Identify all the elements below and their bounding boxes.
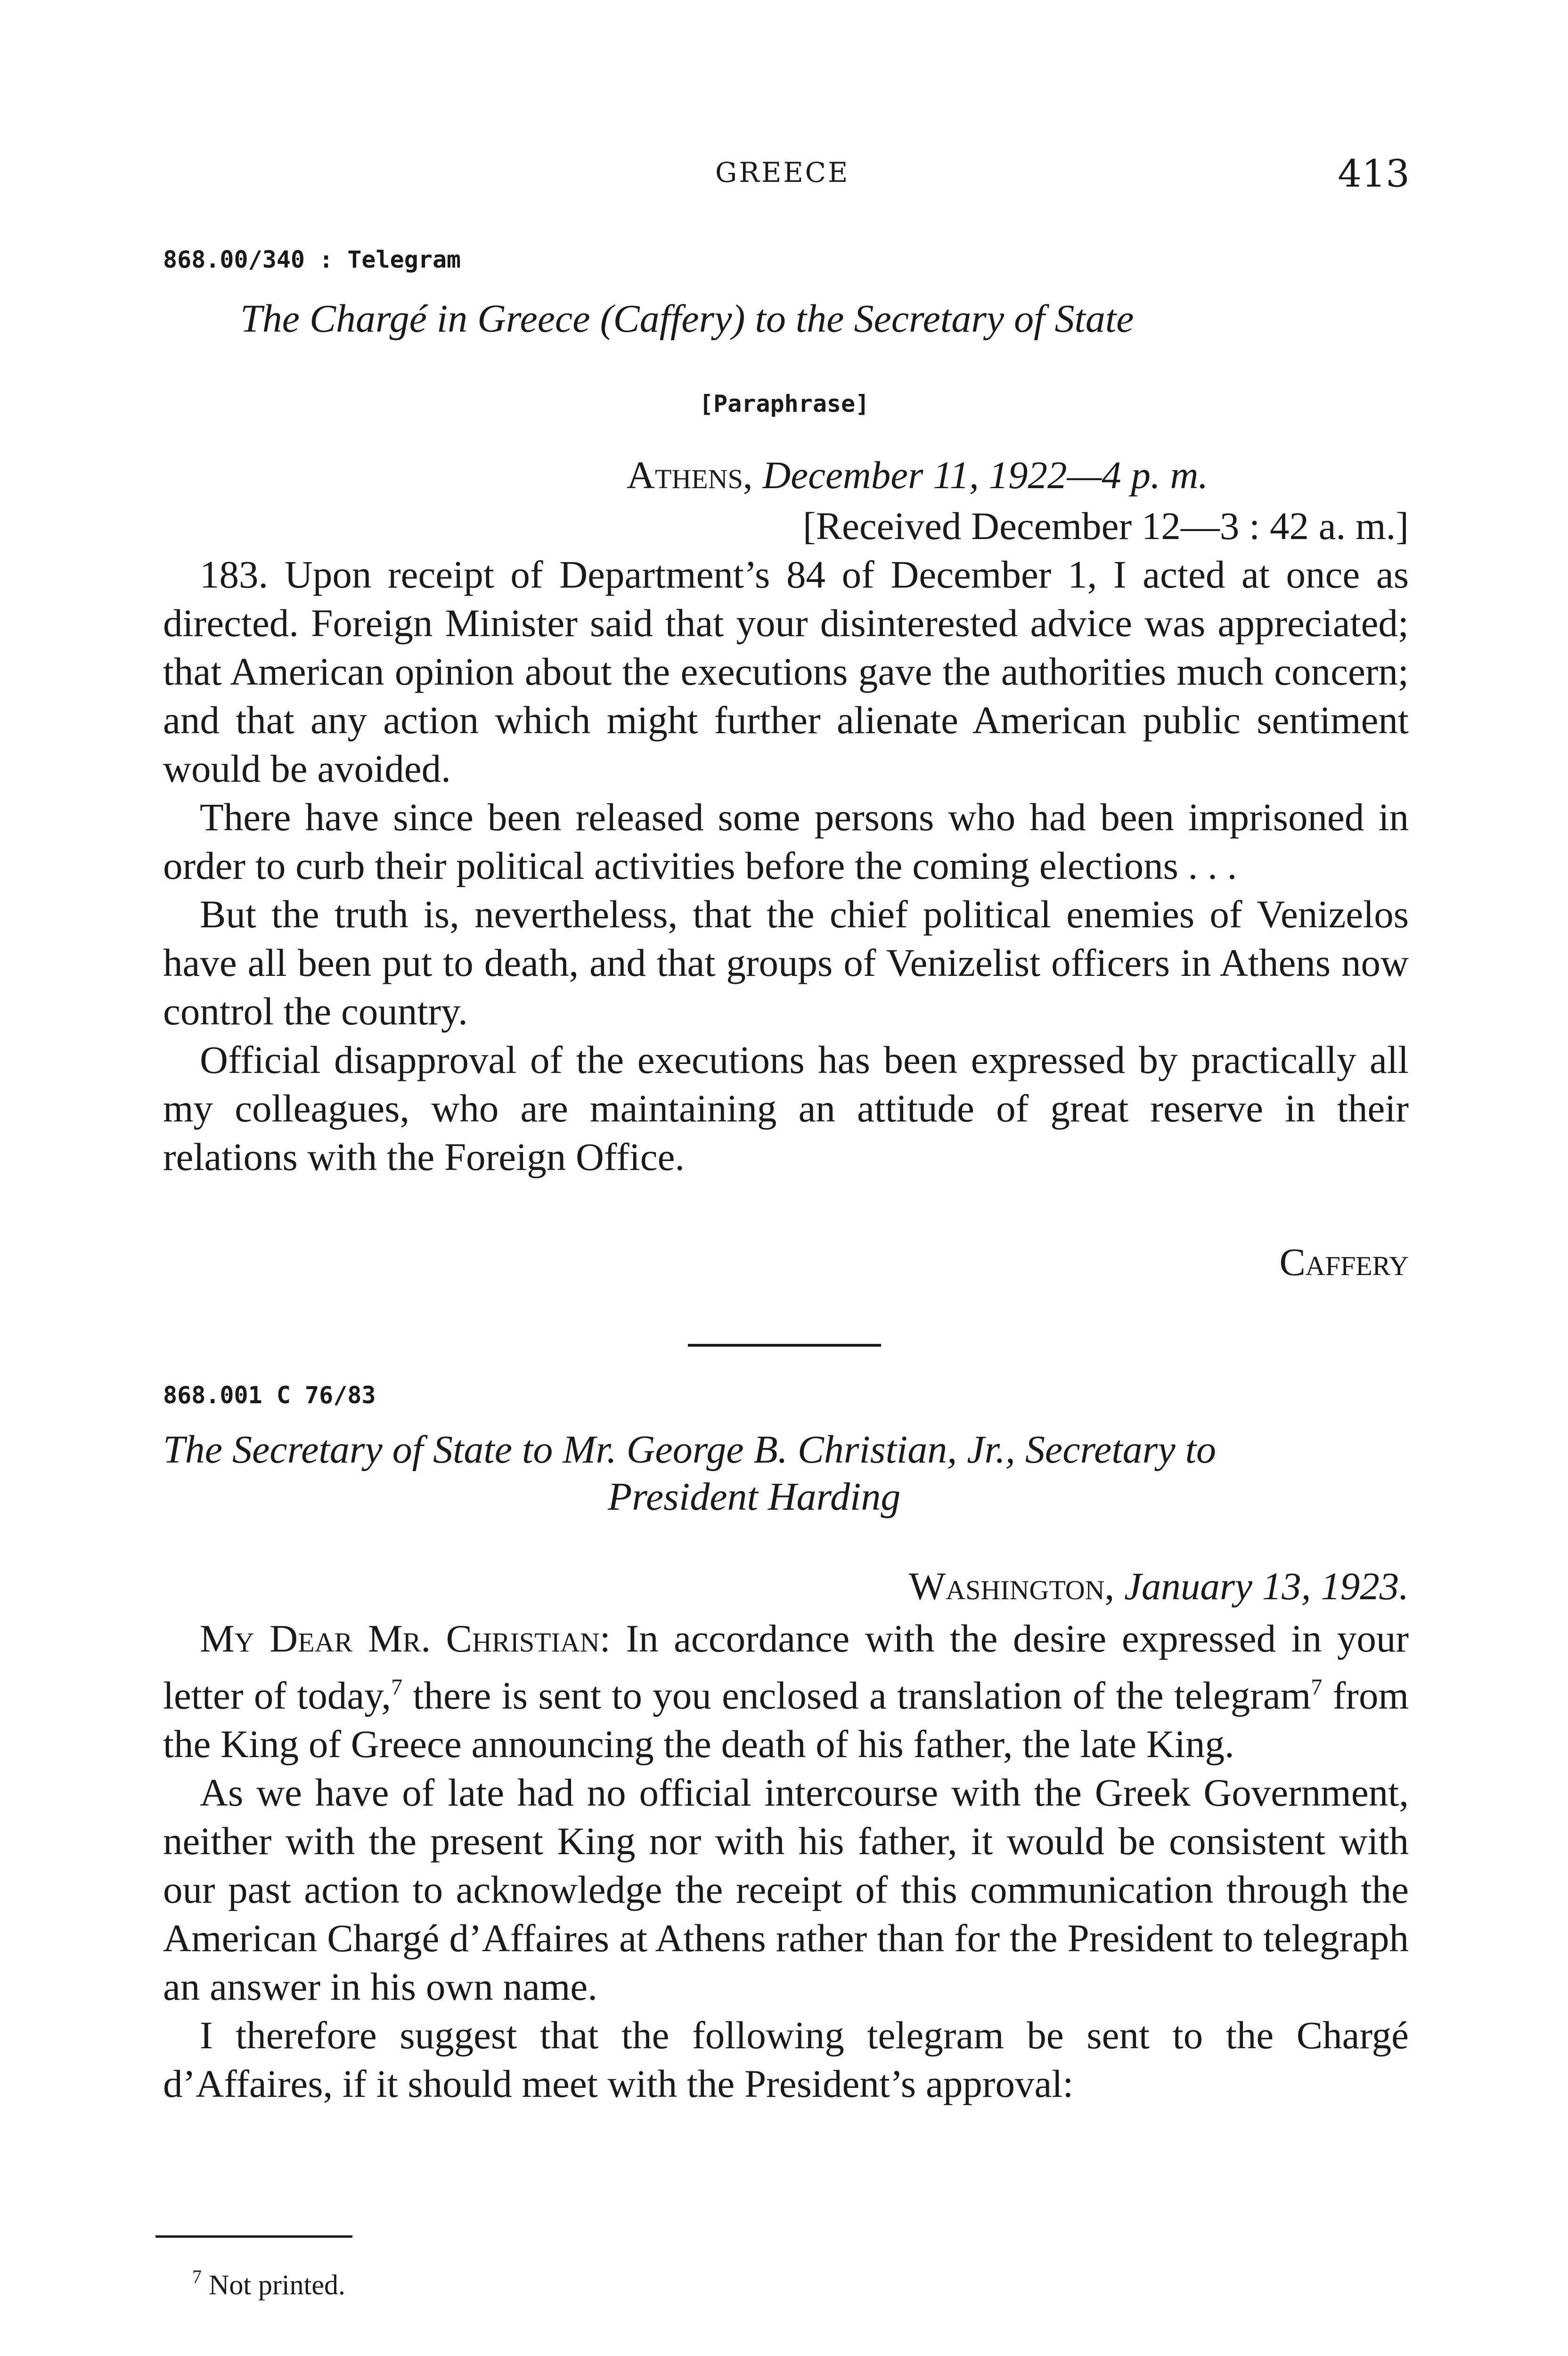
doc1-body xyxy=(163,550,1409,1181)
page-number: 413 xyxy=(1338,152,1410,196)
doc2-p1-part-b: there is sent to you enclosed a translation of the telegram xyxy=(402,1674,1311,1717)
doc1-received: [Received December 12—3 : 42 a. m.] xyxy=(802,504,1409,548)
doc1-file-number: 868.00/340 : Telegram xyxy=(163,246,461,273)
doc2-paragraph-1 xyxy=(163,1614,1409,1768)
doc1-title: The Chargé in Greece (Caffery) to the Secretary of State xyxy=(240,297,1134,341)
doc1-paragraph: But the truth is, nevertheless, that the chief political enemies of Venizelos have all been put to death, and that groups of Venizelist officers in Athens now control the country. xyxy=(163,892,1409,1033)
doc1-date: December 11, 1922—4 p. m. xyxy=(762,453,1209,497)
doc1-paragraph: Official disapproval of the executions has been expressed by practically all my colleagues, who are maintaining an attitude of great reserve in their relations with the Foreign Office. xyxy=(163,1038,1409,1178)
footnote-rule xyxy=(155,2235,352,2238)
running-title: GREECE xyxy=(715,156,850,188)
footnote xyxy=(192,2266,345,2301)
footnote-reference[interactable]: 7 xyxy=(391,1675,403,1700)
section-divider xyxy=(688,1344,881,1347)
salutation: My Dear Mr. Christian xyxy=(200,1617,600,1660)
doc1-paragraph: There have since been released some persons who had been imprisoned in order to curb their political activities before the coming elections . . . xyxy=(163,795,1409,887)
doc2-paragraph-2: As we have of late had no official intercourse with the Greek Government, neither with the present King nor with his father, it would be consistent with our past action to acknowledge the receipt of this communication through the American Chargé d’Affaires at Athens rather than for the President to telegraph an answer in his own name. xyxy=(163,1771,1409,2008)
doc2-date: January 13, 1923. xyxy=(1124,1564,1409,1608)
footnote-reference[interactable]: 7 xyxy=(1311,1675,1323,1700)
doc2-dateline xyxy=(909,1563,1409,1609)
doc1-dateline xyxy=(627,452,1208,498)
doc2-file-number: 868.001 C 76/83 xyxy=(163,1382,376,1409)
doc2-p1-part-a: : In accordance with the desire expressed in your letter of today, xyxy=(163,1617,1409,1717)
doc2-title-line2: President Harding xyxy=(608,1475,901,1519)
doc1-place: Athens, xyxy=(627,453,753,497)
doc2-paragraph-3: I therefore suggest that the following telegram be sent to the Chargé d’Affaires, if it should meet with the President’s approval: xyxy=(163,2013,1409,2105)
doc1-subtitle: [Paraphrase] xyxy=(699,390,870,417)
doc2-body xyxy=(163,1614,1409,2108)
doc1-paragraph: 183. Upon receipt of Department’s 84 of December 1, I acted at once as directed. Foreign Minister said that your disinterested advice was appreciated; that American opinion about the executions gave the authorities much concern; and that any action which might further alienate American public sentiment would be avoided. xyxy=(163,553,1409,790)
footnote-text: Not printed. xyxy=(209,2269,345,2300)
doc1-signature: Caffery xyxy=(1279,1240,1409,1284)
doc2-title-line1: The Secretary of State to Mr. George B. Christian, Jr., Secretary to xyxy=(163,1428,1216,1472)
doc2-place: Washington, xyxy=(908,1564,1115,1608)
doc2-p1-part-c: from the King of Greece announcing the death of his father, the late King. xyxy=(163,1674,1409,1766)
footnote-mark: 7 xyxy=(192,2266,202,2287)
